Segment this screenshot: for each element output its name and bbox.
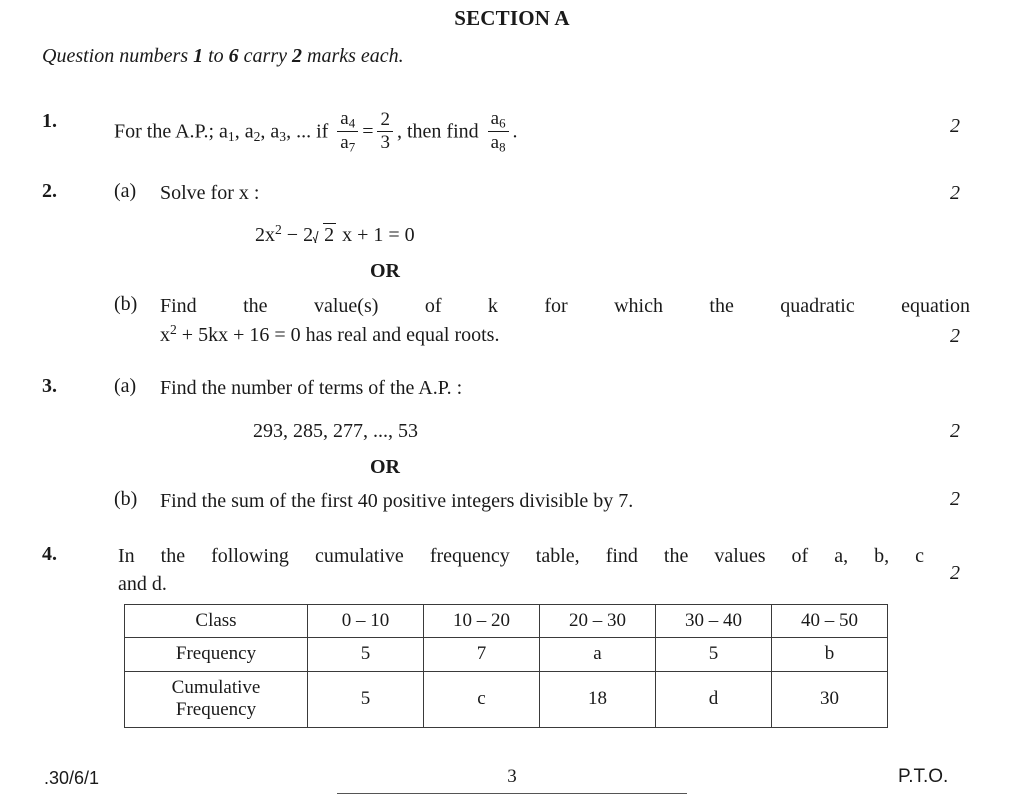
table-row-frequency: [125, 638, 888, 671]
question-2: [42, 180, 982, 206]
question-3b-marks: 2: [950, 488, 960, 510]
question-4-line1: In the following cumulative frequency table, find the values of a, b, c: [118, 545, 924, 567]
footer-pto-note: P.T.O.: [898, 766, 949, 787]
question-1-comma-1: , a: [234, 120, 254, 143]
table-cell-cumulative-0: 5: [308, 671, 424, 727]
question-2-part-b-line1: Find the value(s) of k for which the quadratic equation: [160, 295, 970, 317]
table-cell-cumulative-1: c: [424, 671, 540, 727]
table-cell-frequency-3: 5: [656, 638, 772, 671]
instruction-from: 1: [193, 45, 204, 67]
question-2-part-b: [42, 293, 982, 349]
question-3-part-a-text: Find the number of terms of the A.P. :: [160, 377, 463, 399]
q2b-eq-lead: x: [160, 324, 170, 347]
table-cell-cumulative-4: 30: [772, 671, 888, 727]
question-1-marks: 2: [950, 115, 960, 137]
table-header-frequency: Frequency: [125, 638, 308, 671]
frac1-num-sub: 4: [348, 115, 356, 131]
fraction-a6-over-a8: [488, 109, 509, 154]
cumulative-frequency-table: [124, 604, 888, 728]
table-cell-cumulative-3: d: [656, 671, 772, 727]
question-1-body: [114, 110, 982, 155]
frac3-den-base: a: [490, 132, 500, 154]
fraction-a4-over-a7: [337, 109, 358, 154]
question-3: [42, 375, 982, 401]
table-cell-class-0: 0 – 10: [308, 605, 424, 638]
question-1: [42, 110, 982, 155]
instruction-part-1: Question numbers: [42, 45, 194, 67]
question-4-marks: 2: [950, 562, 960, 584]
question-3-number: 3.: [42, 375, 57, 397]
q2b-eq-power: 2: [170, 322, 177, 338]
frac1-den-sub: 7: [348, 139, 356, 155]
question-1-text-before: For the A.P.; a: [114, 120, 228, 143]
footer-paper-code: .30/6/1: [44, 768, 100, 788]
question-3-sequence: 293, 285, 277, ..., 53: [253, 420, 418, 442]
frac2-den: 3: [380, 132, 390, 154]
table-cell-class-3: 30 – 40: [656, 605, 772, 638]
fraction-numerator: [337, 109, 358, 132]
equation-power: 2: [275, 222, 282, 237]
table-row-cumulative-frequency: [125, 671, 888, 727]
question-4-number: 4.: [42, 543, 57, 565]
frac3-den-sub: 8: [499, 139, 506, 155]
equation-radicand: 2: [324, 223, 335, 246]
frac2-num: 2: [377, 110, 393, 132]
question-3-part-b: [42, 488, 982, 514]
question-4-line2: and d.: [118, 573, 167, 596]
question-1-number: 1.: [42, 110, 57, 132]
fraction-denominator: [488, 132, 509, 154]
q2b-eq-tail: + 5kx + 16 = 0 has real and equal roots.: [176, 324, 500, 347]
question-2a-marks: 2: [950, 182, 960, 204]
footer-rule-divider: [337, 793, 687, 794]
table-cell-class-2: 20 – 30: [540, 605, 656, 638]
question-2-part-a-label: (a): [114, 180, 137, 202]
equation-minus: − 2: [286, 223, 314, 246]
table-cell-frequency-0: 5: [308, 638, 424, 671]
question-1-equals: =: [362, 120, 374, 143]
instruction-part-4: marks each.: [302, 45, 404, 67]
question-2-equation: [255, 222, 415, 247]
cumulative-label-line1: Cumulative: [171, 676, 261, 698]
footer-page-number: 3: [507, 766, 517, 787]
frac1-num-base: a: [340, 108, 349, 129]
table-cell-frequency-1: 7: [424, 638, 540, 671]
fraction-2-over-3: [377, 110, 393, 153]
question-2-part-a-text: Solve for x :: [160, 182, 260, 204]
table-cell-class-1: 10 – 20: [424, 605, 540, 638]
question-1-period: .: [512, 120, 518, 143]
cumulative-label-line2: Frequency: [175, 699, 257, 721]
question-1-ellipsis: , ...: [286, 120, 317, 143]
frac3-num-sub: 6: [499, 115, 506, 131]
question-3-part-b-text: Find the sum of the first 40 positive integers divisible by 7.: [160, 490, 634, 512]
equation-tail: x + 1 = 0: [342, 223, 415, 246]
table-cell-class-4: 40 – 50: [772, 605, 888, 638]
question-1-seq-2: 2: [253, 129, 261, 145]
question-2-part-b-line2: [160, 321, 982, 348]
question-1-seq-1: 1: [227, 129, 235, 145]
table-header-class: Class: [125, 605, 308, 638]
table-header-cumulative-frequency: [125, 671, 308, 727]
instruction-part-2: to: [203, 45, 229, 67]
equation-lead: 2x: [255, 223, 275, 246]
instruction-marks: 2: [292, 45, 302, 67]
square-root-icon: [314, 223, 336, 247]
instruction-to: 6: [228, 45, 239, 67]
question-3-part-b-label: (b): [114, 488, 138, 510]
question-2-part-b-label: (b): [114, 293, 138, 315]
question-1-if: if: [316, 120, 329, 143]
question-1-seq-3: 3: [279, 129, 287, 145]
table-row-class: [125, 605, 888, 638]
question-2b-marks: 2: [950, 325, 960, 347]
question-3a-marks: 2: [950, 420, 960, 442]
question-4: [42, 543, 982, 598]
instruction-part-3: carry: [238, 45, 292, 67]
table-cell-frequency-4: b: [772, 638, 888, 671]
frac3-num-base: a: [490, 108, 500, 129]
or-divider-question-3: OR: [370, 456, 400, 478]
frac1-den-base: a: [340, 132, 349, 154]
section-title: SECTION A: [454, 6, 570, 30]
fraction-numerator: [488, 109, 509, 132]
question-2-number: 2.: [42, 180, 57, 202]
fraction-denominator: [337, 132, 358, 154]
question-3-part-a-label: (a): [114, 375, 137, 397]
table-cell-frequency-2: a: [540, 638, 656, 671]
instruction-line: [42, 45, 404, 68]
table-cell-cumulative-2: 18: [540, 671, 656, 727]
or-divider-question-2: OR: [370, 260, 400, 282]
question-1-text-mid: , then find: [396, 120, 479, 143]
question-1-comma-2: , a: [260, 120, 280, 143]
